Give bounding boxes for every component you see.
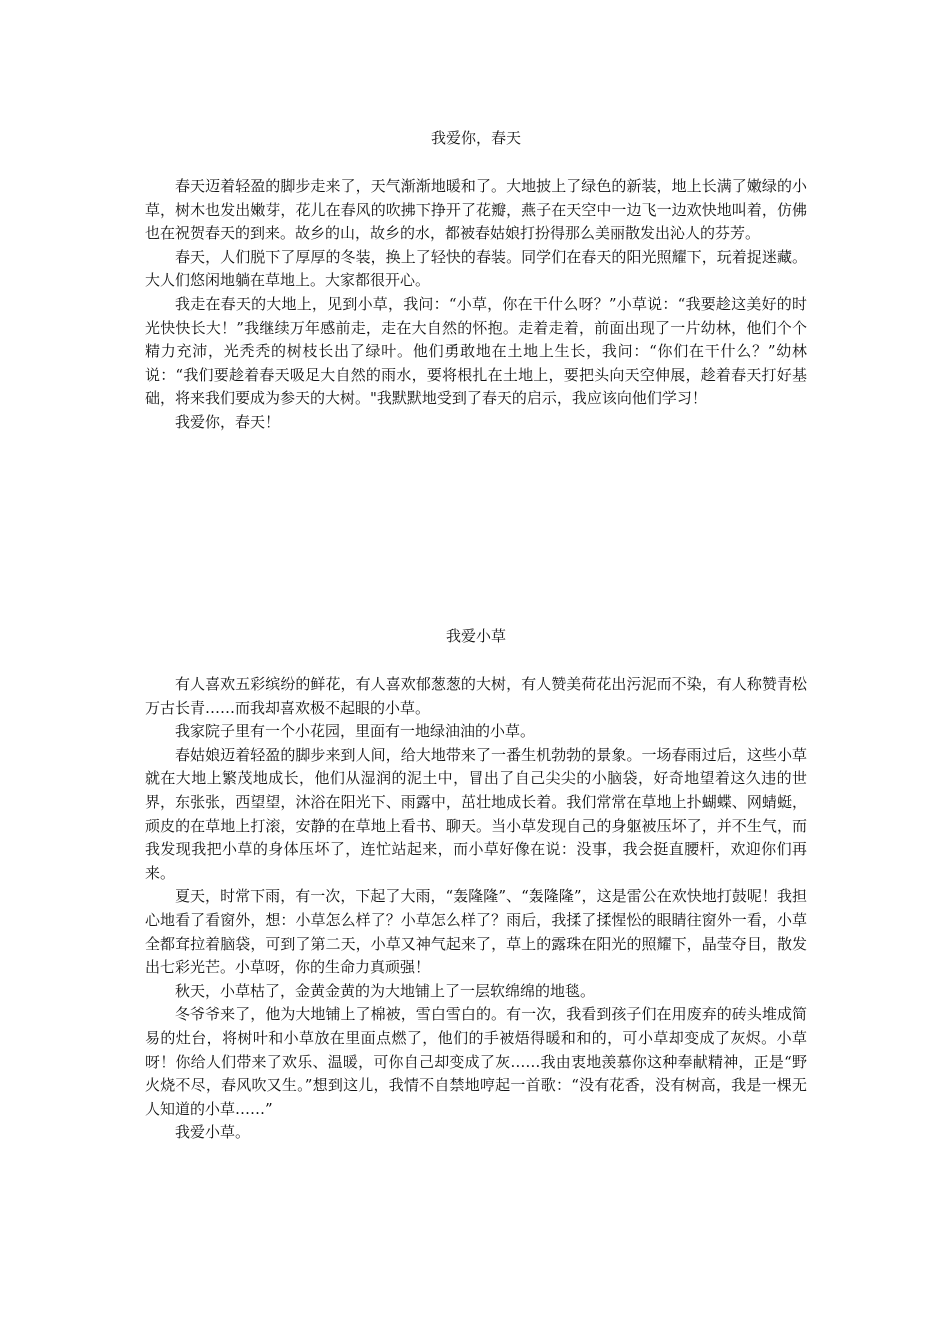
essay-spring <box>145 127 807 435</box>
essay-little-grass <box>145 625 807 1145</box>
paragraph: 春天，人们脱下了厚厚的冬装，换上了轻快的春装。同学们在春天的阳光照耀下，玩着捉迷藏。大人们悠闲地躺在草地上。大家都很开心。 <box>145 247 807 290</box>
essay-title: 我爱你，春天 <box>430 129 521 147</box>
paragraph: 冬爷爷来了，他为大地铺上了棉被，雪白雪白的。有一次，我看到孩子们在用废弃的砖头堆成简易的灶台，将树叶和小草放在里面点燃了，他们的手被焐得暖和和的，可小草却变成了灰烬。小草呀！你给人们带来了欢乐、温暖，可你自己却变成了灰……我由衷地羡慕你这种奉献精神，正是“野火烧不尽，春风吹又生。”想到这儿，我情不自禁地哼起一首歌：“没有花香，没有树高，我是一棵无人知道的小草……” <box>145 1005 807 1118</box>
paragraph: 有人喜欢五彩缤纷的鲜花，有人喜欢郁葱葱的大树，有人赞美荷花出污泥而不染，有人称赞青松万古长青……而我却喜欢极不起眼的小草。 <box>145 675 807 717</box>
paragraph: 春姑娘迈着轻盈的脚步来到人间，给大地带来了一番生机勃勃的景象。一场春雨过后，这些小草就在大地上繁茂地成长，他们从湿润的泥土中，冒出了自己尖尖的小脑袋，好奇地望着这久违的世界，东张张，西望望，沐浴在阳光下、雨露中，茁壮地成长着。我们常常在草地上扑蝴蝶、网蜻蜓，顽皮的在草地上打滚，安静的在草地上看书、聊天。当小草发现自己的身躯被压坏了，并不生气，而我发现我把小草的身体压坏了，连忙站起来，而小草好像在说：没事，我会挺直腰杆，欢迎你们再来。 <box>145 745 807 882</box>
paragraph: 我家院子里有一个小花园，里面有一地绿油油的小草。 <box>175 722 536 741</box>
paragraph: 春天迈着轻盈的脚步走来了，天气渐渐地暖和了。大地披上了绿色的新装，地上长满了嫩绿的小草，树木也发出嫩芽，花儿在春风的吹拂下挣开了花瓣，燕子在天空中一边飞一边欢快地叫着，仿佛也在祝贺春天的到来。故乡的山，故乡的水，都被春姑娘打扮得那么美丽散发出沁人的芬芳。 <box>145 177 807 243</box>
paragraph: 我爱你，春天！ <box>175 412 281 431</box>
essay-title: 我爱小草 <box>445 627 506 645</box>
paragraph: 夏天，时常下雨，有一次，下起了大雨，“轰隆隆”、“轰隆隆”，这是雷公在欢快地打鼓呢！我担心地看了看窗外，想：小草怎么样了？小草怎么样了？雨后，我揉了揉惺忪的眼睛往窗外一看，小草全都耷拉着脑袋，可到了第二天，小草又神气起来了，草上的露珠在阳光的照耀下，晶莹夺目，散发出七彩光芒。小草呀，你的生命力真顽强！ <box>145 887 807 977</box>
paragraph: 我爱小草。 <box>175 1123 251 1142</box>
paragraph: 我走在春天的大地上，见到小草，我问：“小草，你在干什么呀？”小草说：“我要趁这美好的时光快快长大！”我继续万年感前走，走在大自然的怀抱。走着走着，前面出现了一片幼林，他们个个精力充沛，光秃秃的树枝长出了绿叶。他们勇敢地在土地上生长，我问：“你们在干什么？”幼林说：“我们要趁着春天吸足大自然的雨水，要将根扎在土地上，要把头向天空伸展，趁着春天打好基础，将来我们要成为参天的大树。"我默默地受到了春天的启示，我应该向他们学习！ <box>145 294 807 408</box>
paragraph: 秋天，小草枯了，金黄金黄的为大地铺上了一层软绵绵的地毯。 <box>175 981 596 1000</box>
